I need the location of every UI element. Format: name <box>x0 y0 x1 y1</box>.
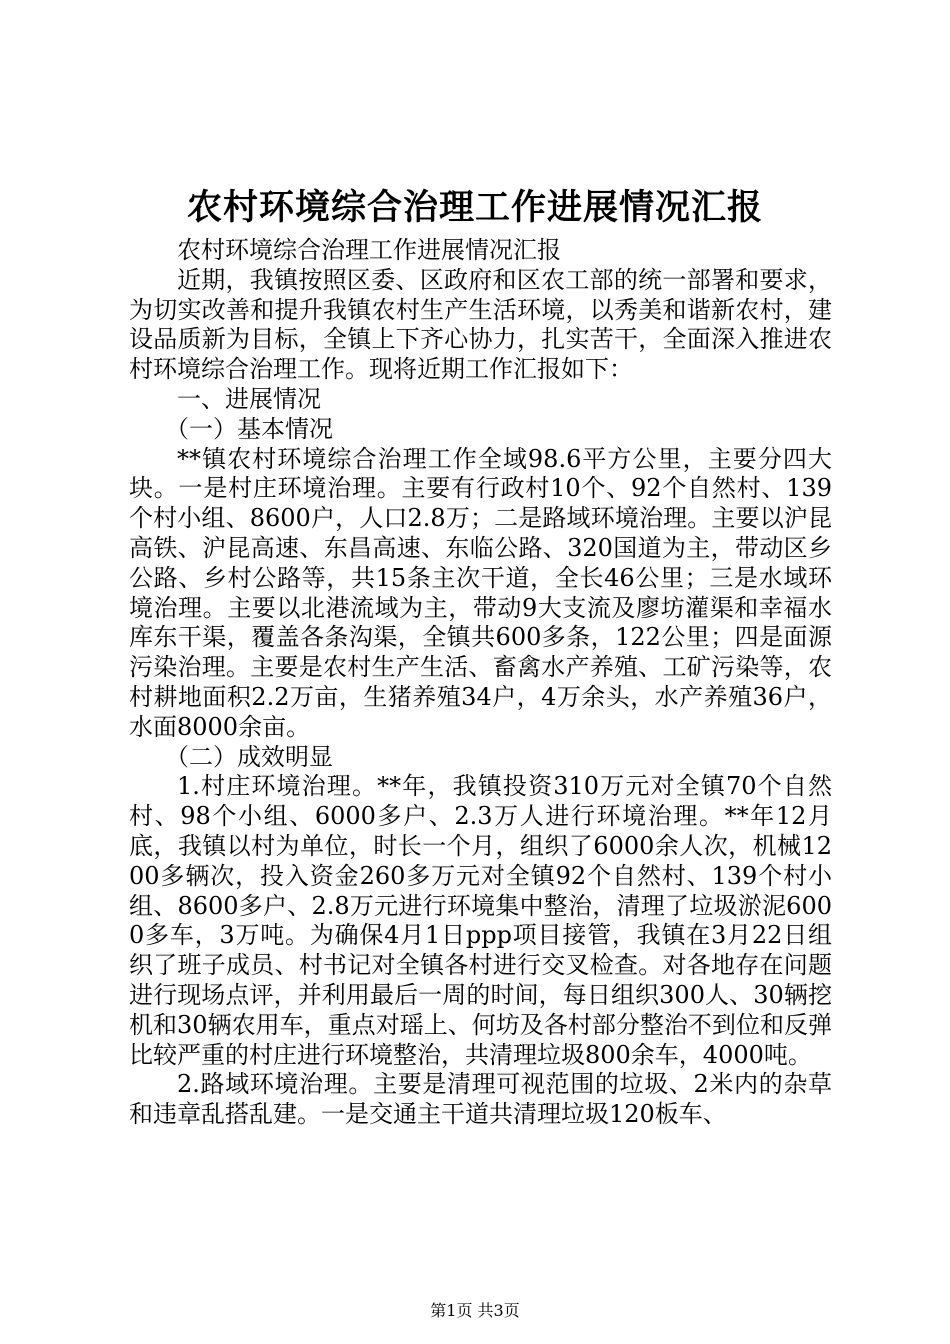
page-number-footer: 第1页 共3页 <box>430 1301 520 1320</box>
body-paragraph: 1.村庄环境治理。**年，我镇投资310万元对全镇70个自然村、98个小组、6000多户、2.3万人进行环境治理。**年12月底，我镇以村为单位，时长一个月，组织了6000余人次，机械1200多辆次，投入资金260多万元对全镇92个自然村、139个村小组、8600多户、2.8万元进行环境集中整治，清理了垃圾淤泥6000多车，3万吨。为确保4月1日ppp项目接管，我镇在3月22日组织了班子成员、村书记对全镇各村进行交叉检查。对各地存在问题进行现场点评，并利用最后一周的时间，每日组织300人、30辆挖机和30辆农用车，重点对瑶上、何坊及各村部分整治不到位和反弹比较严重的村庄进行环境整治，共清理垃圾800余车，4000吨。 <box>129 772 832 1069</box>
body-paragraph: 农村环境综合治理工作进展情况汇报 <box>177 236 561 264</box>
body-paragraph: 近期，我镇按照区委、区政府和区农工部的统一部署和要求，为切实改善和提升我镇农村生产生活环境，以秀美和谐新农村，建设品质新为目标，全镇上下齐心协力，扎实苦干，全面深入推进农村环境综合治理工作。现将近期工作汇报如下： <box>129 265 832 384</box>
document-body <box>129 236 832 1130</box>
subsection-heading: （一）基本情况 <box>165 414 333 443</box>
section-heading: 一、进展情况 <box>177 384 321 413</box>
body-paragraph: 2.路域环境治理。主要是清理可视范围的垃圾、2米内的杂草和违章乱搭乱建。一是交通主干道共清理垃圾120板车、 <box>129 1070 832 1129</box>
document-title: 农村环境综合治理工作进展情况汇报 <box>186 187 763 228</box>
subsection-heading: （二）成效明显 <box>165 742 333 771</box>
body-paragraph: **镇农村环境综合治理工作全域98.6平方公里，主要分四大块。一是村庄环境治理。主要有行政村10个、92个自然村、139个村小组、8600户，人口2.8万；二是路域环境治理。主要以沪昆高铁、沪昆高速、东昌高速、东临公路、320国道为主，带动区乡公路、乡村公路等，共15条主次干道，全长46公里；三是水域环境治理。主要以北港流域为主，带动9大支流及廖坊灌渠和幸福水库东干渠，覆盖各条沟渠，全镇共600多条，122公里；四是面源污染治理。主要是农村生产生活、畜禽水产养殖、工矿污染等，农村耕地面积2.2万亩，生猪养殖34户，4万余头，水产养殖36户，水面8000余亩。 <box>129 444 832 741</box>
